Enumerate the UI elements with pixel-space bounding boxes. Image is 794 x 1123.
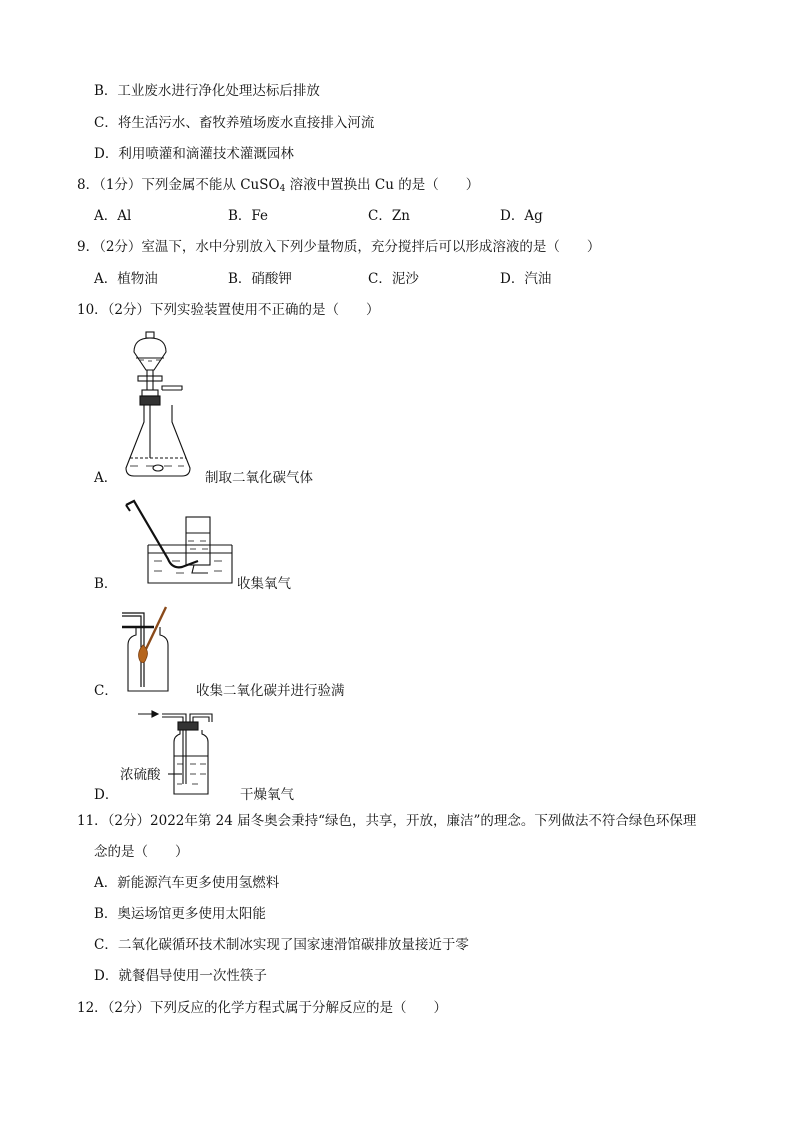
q8-stem bbox=[77, 176, 479, 198]
q8-stem-post: 溶液中置换出 Cu 的是（ ） bbox=[285, 177, 480, 193]
q10-option-a-caption: 制取二氧化碳气体 bbox=[205, 470, 313, 486]
q10-option-a-letter: A． bbox=[94, 470, 118, 486]
q9-option-a: A．植物油 bbox=[94, 271, 158, 287]
q7-option-c: C．将生活污水、畜牧养殖场废水直接排入河流 bbox=[94, 115, 375, 131]
q12-stem: 12．（2分）下列反应的化学方程式属于分解反应的是（ ） bbox=[77, 1000, 448, 1016]
q8-stem-sub: 4 bbox=[279, 184, 286, 194]
q9-stem: 9．（2分）室温下，水中分别放入下列少量物质，充分搅拌后可以形成溶液的是（ ） bbox=[77, 239, 601, 255]
q10-option-d-letter: D． bbox=[94, 787, 119, 803]
q10-option-b-letter: B． bbox=[94, 576, 118, 592]
q8-option-b: B．Fe bbox=[228, 208, 269, 224]
q9-option-d: D．汽油 bbox=[500, 271, 552, 287]
q11-stem-line1: 11．（2分）2022年第 24 届冬奥会秉持“绿色，共享，开放，廉洁”的理念。下列做法不符合绿色环保理 bbox=[77, 813, 697, 829]
q10-figure-c-gas-bottle bbox=[118, 605, 176, 693]
q11-option-d: D．就餐倡导使用一次性筷子 bbox=[94, 968, 267, 984]
q10-option-b-caption: 收集氧气 bbox=[237, 576, 291, 592]
q7-option-d: D．利用喷灌和滴灌技术灌溉园林 bbox=[94, 146, 294, 162]
q10-option-d-caption: 干燥氧气 bbox=[240, 787, 294, 803]
q9-option-c: C．泥沙 bbox=[368, 271, 419, 287]
q10-figure-a-flask-apparatus bbox=[118, 330, 200, 482]
q10-option-c-letter: C． bbox=[94, 683, 118, 699]
q8-stem-pre: 8．（1分）下列金属不能从 CuSO bbox=[77, 177, 280, 193]
q11-option-c: C．二氧化碳循环技术制冰实现了国家速滑馆碳排放量接近于零 bbox=[94, 937, 469, 953]
q8-option-c: C．Zn bbox=[368, 208, 410, 224]
q8-option-a: A．Al bbox=[94, 208, 132, 224]
q8-option-d: D．Ag bbox=[500, 208, 543, 224]
q11-option-b: B．奥运场馆更多使用太阳能 bbox=[94, 906, 266, 922]
q10-stem: 10．（2分）下列实验装置使用不正确的是（ ） bbox=[77, 302, 380, 318]
q11-option-a: A．新能源汽车更多使用氢燃料 bbox=[94, 875, 280, 891]
q10-option-c-caption: 收集二氧化碳并进行验满 bbox=[196, 683, 345, 699]
q9-option-b: B．硝酸钾 bbox=[228, 271, 292, 287]
q10-option-d-label: 浓硫酸 bbox=[120, 767, 161, 783]
q11-stem-line2: 念的是（ ） bbox=[94, 844, 189, 860]
q10-figure-b-water-trough bbox=[120, 497, 235, 589]
q7-option-b: B．工业废水进行净化处理达标后排放 bbox=[94, 83, 320, 99]
